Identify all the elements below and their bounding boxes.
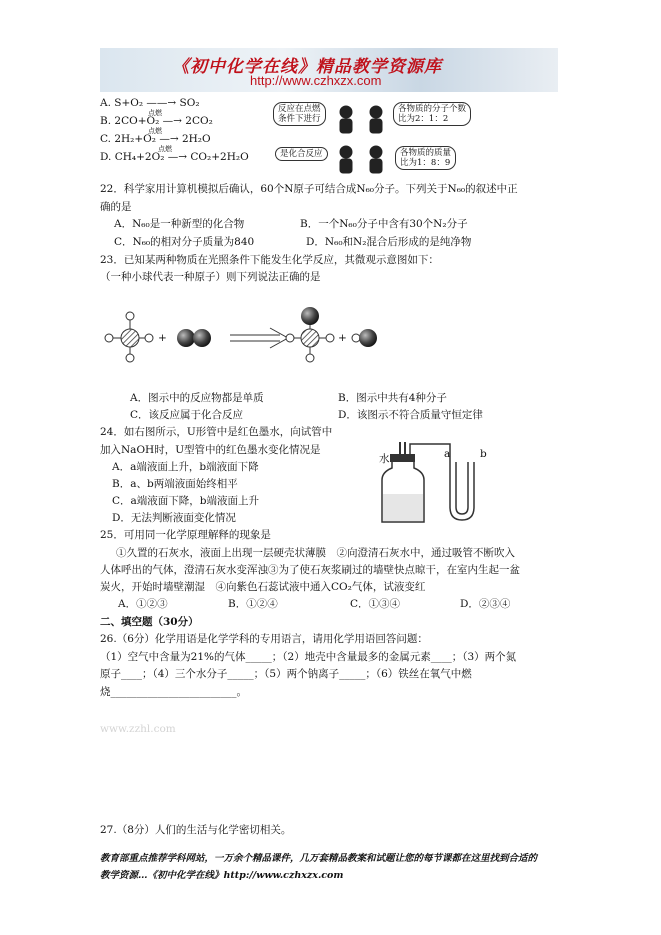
q24-option-d: D．无法判断液面变化情况 — [112, 512, 236, 524]
q24-option-c: C．a端液面下降，b端液面上升 — [112, 495, 260, 507]
section-heading: 二、填空题（30分） — [100, 616, 199, 628]
banner-url[interactable]: http://www.czhxzx.com — [250, 73, 382, 88]
q21-bubble-4: 各物质的质量 比为1：8：9 — [395, 146, 456, 170]
q21-option-d: D. CH₄+2O₂ —→ CO₂+2H₂O — [100, 151, 249, 163]
q21-option-c: C. 2H₂+O₂ —→ 2H₂O — [100, 133, 211, 145]
q24-line2: 加入NaOH时，U型管中的红色墨水变化情况是 — [100, 444, 321, 456]
q23-option-c: C．该反应属于化合反应 — [130, 409, 244, 421]
q21-option-a: A. S+O₂ ——→ SO₂ — [100, 97, 200, 109]
students-illustration — [330, 100, 400, 175]
q25-line1: 25．可用同一化学原理解释的现象是 — [100, 529, 271, 541]
banner-title: 《初中化学在线》精品教学资源库 — [172, 57, 442, 77]
q21-condition-c: 点燃 — [148, 127, 162, 135]
q25-option-d: D．②③④ — [460, 598, 511, 610]
q22-line1: 22．科学家用计算机模拟后确认，60个N原子可结合成N₆₀分子。下列关于N₆₀的叙述中正 — [100, 183, 518, 195]
q21-option-b: B. 2CO+O₂ —→ 2CO₂ — [100, 115, 213, 127]
q24-option-a: A．a端液面上升，b端液面下降 — [112, 461, 259, 473]
reaction-diagram — [100, 298, 400, 378]
q26-line3: 原子____；（4）三个水分子_____；（5）两个钠离子_____；（6）铁丝在氧气中燃 — [100, 668, 472, 680]
label-b: b — [480, 448, 487, 460]
q25-option-c: C．①③④ — [350, 598, 401, 610]
q22-option-a: A．N₆₀是一种新型的化合物 — [114, 218, 245, 230]
q25-option-a: A．①②③ — [118, 598, 168, 610]
q21-bubble-1: 反应在点燃 条件下进行 — [273, 102, 326, 126]
label-water: 水 — [379, 453, 390, 465]
q21-bubble-2: 各物质的分子个数 比为2：1：2 — [393, 102, 471, 126]
q21-condition-d: 点燃 — [158, 145, 172, 153]
q23-option-b: B．图示中共有4种分子 — [338, 392, 447, 404]
q21-condition-b: 点燃 — [148, 109, 162, 117]
q21-bubble-3: 是化合反应 — [275, 147, 328, 161]
label-a: a — [444, 448, 451, 460]
q24-option-b: B．a、b两端液面始终相平 — [112, 478, 238, 490]
q23-option-d: D．该图示不符合质量守恒定律 — [338, 409, 483, 421]
footer-line2: 教学资源…《初中化学在线》http://www.czhxzx.com — [100, 870, 344, 881]
q25-line4: 炭火，开始时墙壁潮湿 ④向紫色石蕊试液中通入CO₂气体，试液变红 — [100, 581, 426, 593]
footer-line1: 教育部重点推荐学科网站，一万余个精品课件，几万套精品教案和试题让您的每节课都在这里找到合适的 — [100, 853, 538, 864]
q22-option-d: D．N₆₀和N₂混合后形成的是纯净物 — [306, 236, 472, 248]
header-banner — [100, 48, 558, 92]
q26-line4: 烧________________________。 — [100, 686, 247, 698]
q24-line1: 24．如右图所示，U形管中是红色墨水，向试管中 — [100, 426, 333, 438]
q25-line2: ①久置的石灰水，液面上出现一层硬壳状薄膜 ②向澄清石灰水中，通过吸管不断吹入 — [116, 547, 515, 559]
q25-line3: 人体呼出的气体，澄清石灰水变浑浊③为了使石灰浆刷过的墙壁快点晾干，在室内生起一盆 — [100, 564, 520, 576]
q26-line1: 26.（6分）化学用语是化学学科的专用语言，请用化学用语回答问题： — [100, 633, 428, 645]
plus-sign-2: + — [338, 332, 347, 344]
q22-line2: 确的是 — [100, 201, 132, 213]
q23-line1: 23．已知某两种物质在光照条件下能发生化学反应，其微观示意图如下： — [100, 254, 439, 266]
plus-sign-1: + — [158, 332, 167, 344]
watermark: www.zzhl.com — [100, 723, 176, 735]
q27-line: 27.（8分）人们的生活与化学密切相关。 — [100, 824, 292, 836]
q25-option-b: B．①②④ — [228, 598, 278, 610]
q23-option-a: A．图示中的反应物都是单质 — [130, 392, 264, 404]
q22-option-c: C．N₆₀的相对分子质量为840 — [114, 236, 255, 248]
q26-line2: （1）空气中含量为21%的气体_____；（2）地壳中含量最多的金属元素____；（3）两个氮 — [100, 651, 517, 663]
q22-option-b: B．一个N₆₀分子中含有30个N₂分子 — [300, 218, 468, 230]
q23-line2: （一种小球代表一种原子）则下列说法正确的是 — [100, 271, 321, 283]
